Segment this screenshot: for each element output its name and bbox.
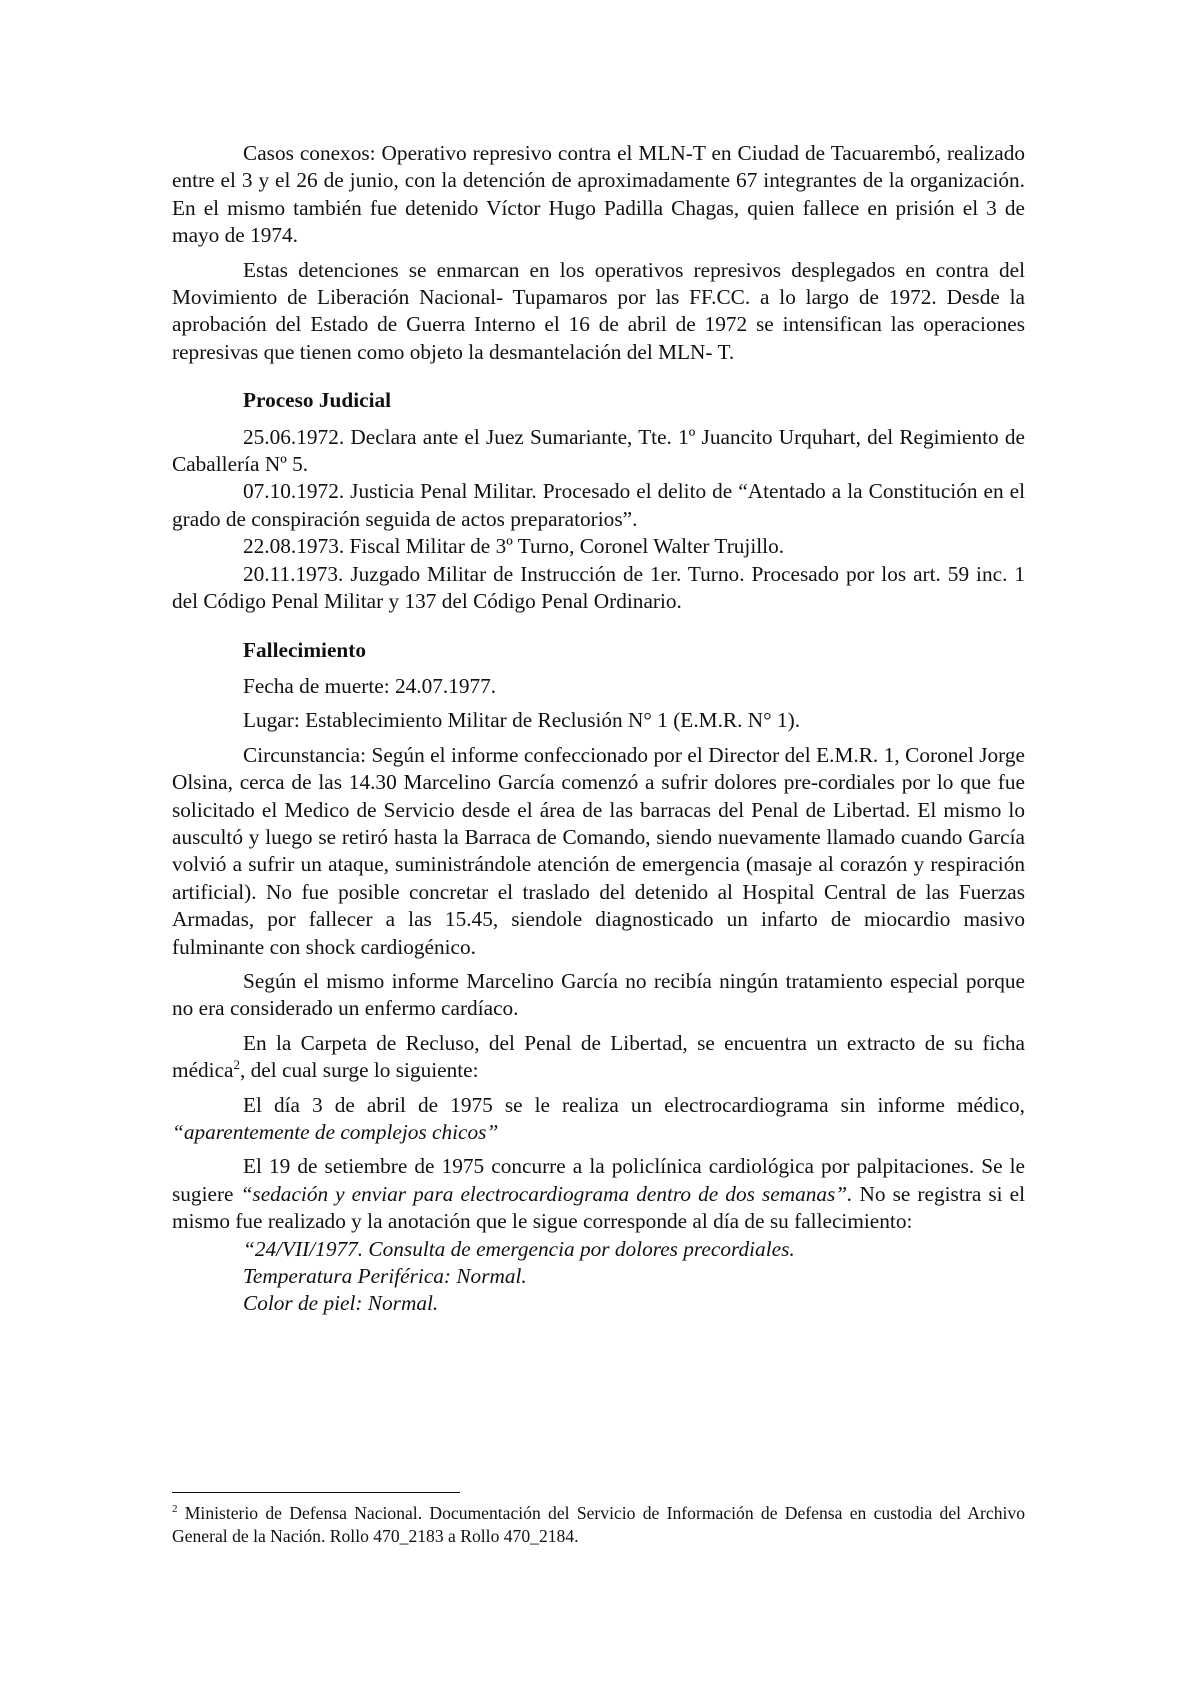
quote-line: Color de piel: Normal. <box>243 1291 439 1316</box>
fecha-de-muerte: Fecha de muerte: 24.07.1977. <box>243 673 497 698</box>
consulta-text-end: No se registra si el mismo fue realizado y la anotación que le sigue corresponde al día de su fallecimiento: <box>172 1181 1025 1234</box>
paragraph-detenciones: Estas detenciones se enmarcan en los operativos represivos desplegados en contra del Movimiento de Liberación Nacional- Tupamaros por las FF.CC. a lo largo de 1972. Desde la aprobación del Estado de Guerra Interno el 16 de abril de 1972 se intensifican las operaciones represivas que tienen como objeto la desmantelación del MLN- T. <box>172 257 1025 364</box>
ecg-text: El día 3 de abril de 1975 se le realiza un electrocardiograma sin informe médico, <box>243 1092 1025 1117</box>
circunstancia: Circunstancia: Según el informe confeccionado por el Director del E.M.R. 1, Coronel Jorge Olsina, cerca de las 14.30 Marcelino García comenzó a sufrir dolores pre-cordiales por lo que fue solicitado el Medico de Servicio desde el área de las barracas del Penal de Libertad. El mismo lo auscultó y luego se retiró hasta la Barraca de Comando, siendo nuevamente llamado cuando García volvió a sufrir un ataque, suministrándole atención de emergencia (masaje al corazón y respiración artificial). No fue posible concretar el traslado del detenido al Hospital Central de las Fuerzas Armadas, por fallecer a las 15.45, siendole diagnosticado un infarto de miocardio masivo fulminante con shock cardiogénico. <box>172 742 1025 959</box>
ecg-quote: “aparentemente de complejos chicos” <box>172 1120 499 1144</box>
lugar: Lugar: Establecimiento Militar de Reclusión N° 1 (E.M.R. N° 1). <box>243 708 801 733</box>
footnote-text: Ministerio de Defensa Nacional. Documentación del Servicio de Información de Defensa en custodia del Archivo General de la Nación. Rollo 470_2183 a Rollo 470_2184. <box>172 1503 1025 1546</box>
judicial-entry: 22.08.1973. Fiscal Militar de 3º Turno, Coronel Walter Trujillo. <box>243 534 785 559</box>
paragraph-electrocardiograma <box>172 1092 1025 1147</box>
paragraph-policlinica <box>172 1153 1025 1235</box>
document-body <box>172 140 1025 1318</box>
paragraph-mismo-informe: Según el mismo informe Marcelino García no recibía ningún tratamiento especial porque no era considerado un enfermo cardíaco. <box>172 968 1025 1021</box>
heading-fallecimiento: Fallecimiento <box>243 637 367 662</box>
footnote-separator <box>172 1492 460 1493</box>
footnote-number: 2 <box>172 1503 178 1516</box>
judicial-entry: 20.11.1973. Juzgado Militar de Instrucción de 1er. Turno. Procesado por los art. 59 inc. 1 del Código Penal Militar y 137 del Código Penal Ordinario. <box>172 561 1025 614</box>
carpeta-text-end: , del cual surge lo siguiente: <box>240 1058 479 1083</box>
carpeta-text: En la Carpeta de Recluso, del Penal de Libertad, se encuentra un extracto de su ficha médica <box>172 1030 1025 1083</box>
judicial-entry: 07.10.1972. Justicia Penal Militar. Procesado el delito de “Atentado a la Constitución en el grado de conspiración seguida de actos preparatorios”. <box>172 479 1025 531</box>
consulta-quote: “sedación y enviar para electrocardiograma dentro de dos semanas”. <box>240 1181 853 1206</box>
footnote-ref: 2 <box>233 1057 240 1073</box>
judicial-entry: 25.06.1972. Declara ante el Juez Sumariante, Tte. 1º Juancito Urquhart, del Regimiento de Caballería Nº 5. <box>172 424 1025 477</box>
consulta-text: El 19 de setiembre de 1975 concurre a la policlínica cardiológica por palpitaciones. Se le sugiere <box>172 1154 1025 1206</box>
quote-line: Temperatura Periférica: Normal. <box>243 1264 527 1289</box>
paragraph-casos-conexos: Casos conexos: Operativo represivo contra el MLN-T en Ciudad de Tacuarembó, realizado entre el 3 y el 26 de junio, con la detención de aproximadamente 67 integrantes de la organización. En el mismo también fue detenido Víctor Hugo Padilla Chagas, quien fallece en prisión el 3 de mayo de 1974. <box>172 141 1025 248</box>
paragraph-carpeta-recluso <box>172 1030 1025 1085</box>
heading-proceso-judicial: Proceso Judicial <box>243 388 392 413</box>
quote-line: “24/VII/1977. Consulta de emergencia por dolores precordiales. <box>243 1236 795 1261</box>
footnote <box>172 1502 1025 1548</box>
